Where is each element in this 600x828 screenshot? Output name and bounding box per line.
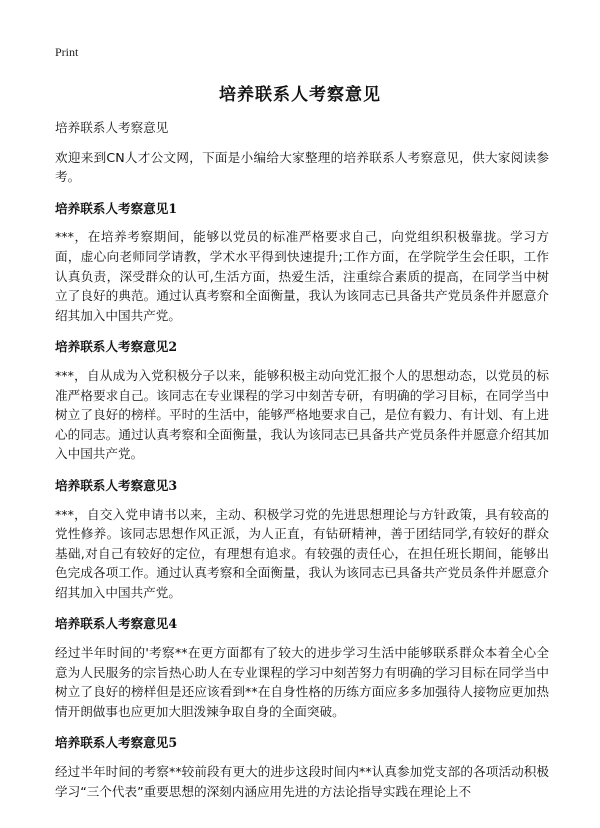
section-body-4: 经过半年时间的'考察**在更方面都有了较大的进步学习生活中能够联系群众本着全心全意为人民服务的宗旨热心助人在专业课程的学习中刻苦努力有明确的学习目标在同学当中树立了良好的榜样但是还应该看到**在自身性格的历练方面应多多加强待人接物应更加热情开朗做事也应更加大胆泼辣争取自身的全面突破。 (55, 645, 549, 719)
article-subtitle: 培养联系人考察意见 (55, 120, 169, 135)
section-body-3: ***，自交入党申请书以来，主动、积极学习党的先进思想理论与方针政策，具有较高的党性修养。该同志思想作风正派，为人正直，有钻研精神，善于团结同学,有较好的群众基础,对自己有较好的定位，有理想有追求。有较强的责任心，在担任班长期间，能够出色完成各项工作。通过认真考察和全面衡量，我认为该同志已具备共产党员条件并愿意介绍其加入中国共产党。 (55, 506, 549, 600)
section-heading-5: 培养联系人考察意见5 (55, 735, 178, 751)
section-body-1: ***，在培养考察期间，能够以党员的标准严格要求自己，向党组织积极靠拢。学习方面，虚心向老师同学请教，学术水平得到快速提升;工作方面，在学院学生会任职，工作认真负责，深受群众的认可,生活方面，热爱生活，注重综合素质的提高，在同学当中树立了良好的典范。通过认真考察和全面衡量，我认为该同志已具备共产党员条件并愿意介绍其加入中国共产党。 (55, 229, 549, 323)
print-link[interactable]: Print (55, 45, 79, 59)
section-heading-1: 培养联系人考察意见1 (55, 200, 178, 216)
section-body-5: 经过半年时间的考察**较前段有更大的进步这段时间内**认真参加党支部的各项活动积极学习“三个代表”重要思想的深刻内涵应用先进的方法论指导实践在理论上不 (55, 764, 549, 799)
page-title: 培养联系人考察意见 (219, 85, 381, 105)
article-body (55, 118, 549, 813)
section-heading-3: 培养联系人考察意见3 (55, 477, 178, 493)
section-heading-2: 培养联系人考察意见2 (55, 339, 178, 355)
intro-paragraph: 欢迎来到CN人才公文网，下面是小编给大家整理的培养联系人考察意见，供大家阅读参考。 (55, 149, 549, 185)
section-heading-4: 培养联系人考察意见4 (55, 616, 178, 632)
section-body-2: ***，自从成为入党积极分子以来，能够积极主动向党汇报个人的思想动态，以党员的标准严格要求自己。该同志在专业课程的学习中刻苦专研，有明确的学习目标，在同学当中树立了良好的榜样。平时的生活中，能够严格地要求自己，是位有毅力、有计划、有上进心的同志。通过认真考察和全面衡量，我认为该同志已具备共产党员条件并愿意介绍其加入中国共产党。 (55, 367, 549, 462)
